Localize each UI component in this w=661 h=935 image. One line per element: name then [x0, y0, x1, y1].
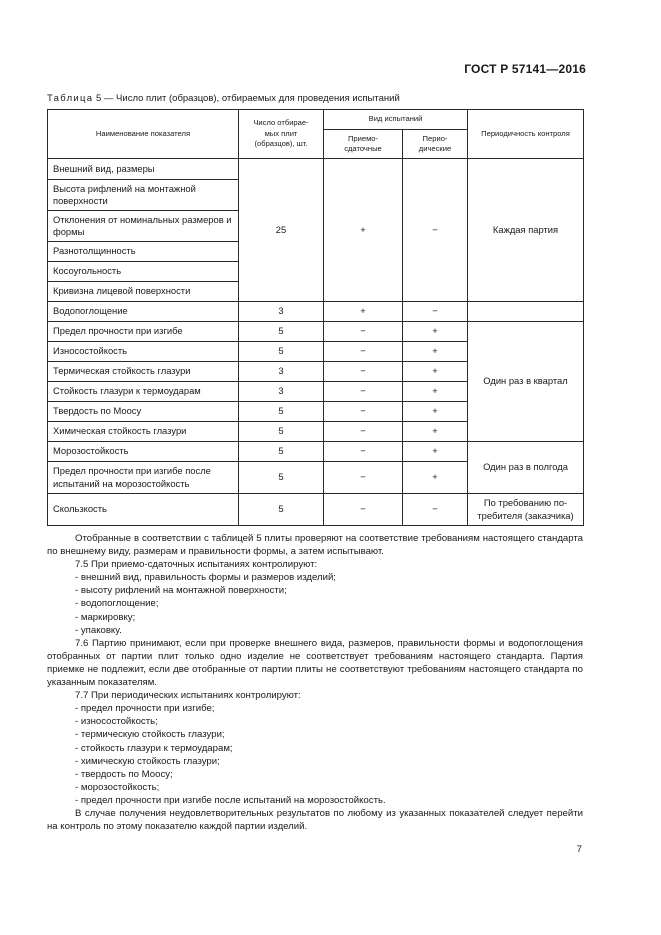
row-frequency: Один раз в квартал	[468, 322, 584, 442]
row-acceptance: −	[324, 422, 403, 442]
row-periodic: −	[403, 302, 468, 322]
list-item: - химическую стойкость глазури;	[75, 755, 220, 767]
row-frequency: Один раз в полгода	[468, 442, 584, 494]
table-row	[48, 442, 584, 462]
list-item: - морозостойкость;	[75, 781, 160, 793]
row-periodic: +	[403, 342, 468, 362]
sampling-table	[47, 109, 584, 526]
row-name: Разнотолщинность	[48, 242, 239, 262]
row-acceptance: −	[324, 462, 403, 494]
row-acceptance: −	[324, 402, 403, 422]
row-name: Высота рифлений на монтажной поверхности	[48, 180, 239, 211]
row-acceptance: −	[324, 442, 403, 462]
row-acceptance: −	[324, 382, 403, 402]
row-periodic: +	[403, 382, 468, 402]
table-row	[48, 322, 584, 342]
row-frequency: Каждая партия	[468, 159, 584, 302]
paragraph: Отобранные в соответствии с таблицей 5 плиты проверяют на соответствие требованиям настоящего стандарта по внешнему виду, размерам и правильности формы, а затем испытывают.	[47, 533, 583, 558]
row-count: 3	[239, 362, 324, 382]
row-name: Износостойкость	[48, 342, 239, 362]
row-name: Внешний вид, размеры	[48, 159, 239, 180]
row-name: Морозостойкость	[48, 442, 239, 462]
row-count: 3	[239, 382, 324, 402]
table-row	[48, 302, 584, 322]
list-item: - износостойкость;	[75, 716, 158, 728]
row-count: 5	[239, 322, 324, 342]
row-name: Водопоглощение	[48, 302, 239, 322]
list-item: - стойкость глазури к термоударам;	[75, 742, 233, 754]
list-item: - термическую стойкость глазури;	[75, 729, 225, 741]
row-name: Отклонения от номинальных размеров и формы	[48, 211, 239, 242]
row-name: Кривизна лицевой поверхности	[48, 282, 239, 302]
list-item: - маркировку;	[75, 611, 136, 623]
table-caption-label: Таблица	[47, 93, 94, 104]
row-count: 3	[239, 302, 324, 322]
paragraph: 7.7 При периодических испытаниях контролируют:	[75, 690, 301, 702]
row-periodic: +	[403, 322, 468, 342]
paragraph: 7.6 Партию принимают, если при проверке внешнего вида, размеров, правильности формы и водопоглощения отобранных от партии плит только одно изделие не соответствует требованиям настоящего стандарта. Партия приемке не подлежит, если две отобранные от партии плиты не соответствуют требованиям настоящего стандарта по указанным показателям.	[47, 637, 583, 689]
table-caption-title: 5 — Число плит (образцов), отбираемых для проведения испытаний	[93, 93, 400, 104]
list-item: - водопоглощение;	[75, 598, 159, 610]
header-frequency: Периодичность контроля	[468, 110, 584, 159]
list-item: - высоту рифлений на монтажной поверхности;	[75, 585, 287, 597]
row-count: 25	[239, 159, 324, 302]
row-count: 5	[239, 402, 324, 422]
row-acceptance: −	[324, 322, 403, 342]
table-row	[48, 494, 584, 526]
row-name: Стойкость глазури к термоударам	[48, 382, 239, 402]
row-name: Косоугольность	[48, 262, 239, 282]
row-periodic: +	[403, 422, 468, 442]
row-acceptance: −	[324, 494, 403, 526]
row-name: Химическая стойкость глазури	[48, 422, 239, 442]
row-frequency: По требованию по- требителя (заказчика)	[468, 494, 584, 526]
row-periodic: −	[403, 494, 468, 526]
header-name: Наименование показателя	[48, 110, 239, 159]
table-caption	[47, 93, 400, 104]
row-acceptance: +	[324, 159, 403, 302]
list-item: - внешний вид, правильность формы и размеров изделий;	[75, 572, 336, 584]
header-acceptance: Приемо- сдаточные	[324, 130, 403, 159]
paragraph: 7.5 При приемо-сдаточных испытаниях контролируют:	[75, 559, 318, 571]
header-test-type: Вид испытаний	[324, 110, 468, 130]
row-periodic: +	[403, 402, 468, 422]
row-periodic: +	[403, 442, 468, 462]
row-periodic: +	[403, 362, 468, 382]
row-name: Скользкость	[48, 494, 239, 526]
row-acceptance: +	[324, 302, 403, 322]
row-count: 5	[239, 494, 324, 526]
row-count: 5	[239, 422, 324, 442]
row-periodic: −	[403, 159, 468, 302]
row-acceptance: −	[324, 342, 403, 362]
table-row	[48, 159, 584, 180]
list-item: - предел прочности при изгибе после испытаний на морозостойкость.	[75, 794, 386, 806]
row-frequency-empty	[468, 302, 584, 322]
page-number: 7	[576, 844, 582, 855]
row-name: Термическая стойкость глазури	[48, 362, 239, 382]
list-item: - предел прочности при изгибе;	[75, 703, 215, 715]
paragraph: В случае получения неудовлетворительных результатов по любому из указанных показателей следует перейти на контроль по этому показателю каждой партии изделий.	[47, 807, 583, 833]
row-count: 5	[239, 442, 324, 462]
body-text	[47, 532, 583, 833]
header-count: Число отбирае- мых плит (образцов), шт.	[239, 110, 324, 159]
row-name: Предел прочности при изгибе после испытаний на морозостойкость	[48, 462, 239, 494]
row-count: 5	[239, 342, 324, 362]
row-count: 5	[239, 462, 324, 494]
document-code: ГОСТ Р 57141—2016	[464, 62, 586, 76]
list-item: - упаковку.	[75, 624, 122, 636]
header-periodic: Перио- дические	[403, 130, 468, 159]
row-name: Предел прочности при изгибе	[48, 322, 239, 342]
row-acceptance: −	[324, 362, 403, 382]
row-periodic: +	[403, 462, 468, 494]
list-item: - твердость по Моосу;	[75, 768, 173, 780]
row-name: Твердость по Моосу	[48, 402, 239, 422]
